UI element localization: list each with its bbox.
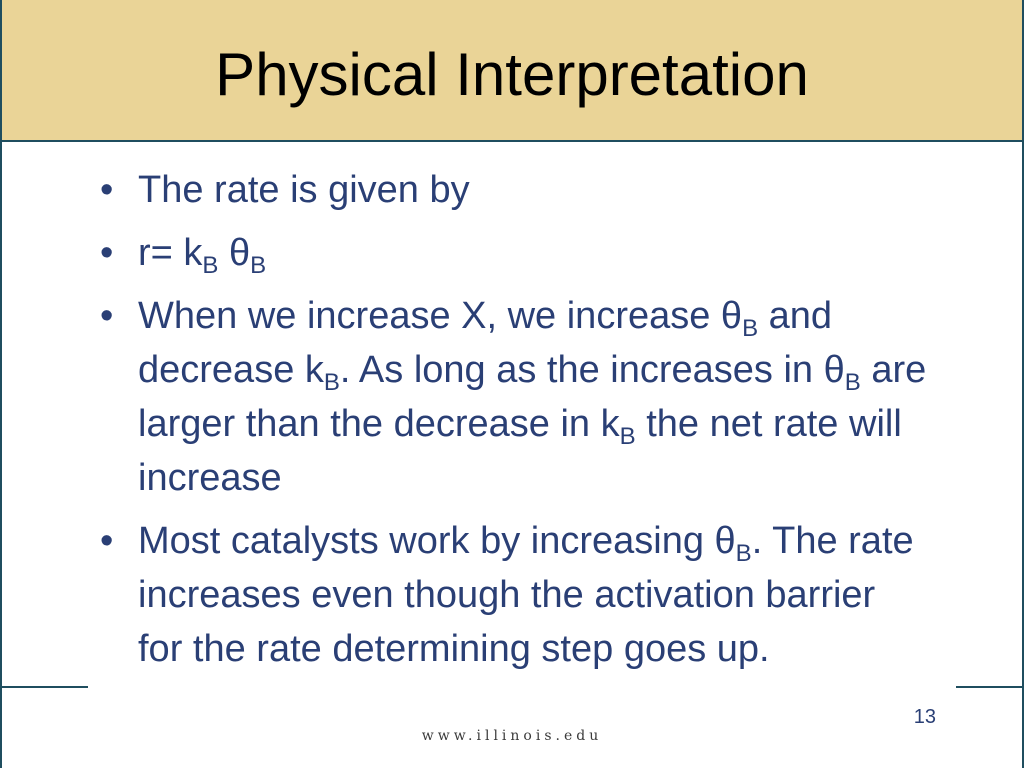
bullet-text: . The rate increases even though the activation barrier for the rate determining step goes up. xyxy=(138,520,914,670)
bullet-rate-given xyxy=(100,163,930,217)
bullet-text: the net rate will increase xyxy=(138,403,902,499)
equation-text: r= k xyxy=(138,232,203,274)
subscript: B xyxy=(250,252,267,279)
bullet-rate-equation xyxy=(100,226,930,280)
footer-divider-left xyxy=(2,686,88,688)
bullet-marker: • xyxy=(100,232,114,274)
page-number: 13 xyxy=(913,706,936,728)
bullet-text: When we increase X, we increase θ xyxy=(138,295,743,337)
bullet-marker: • xyxy=(100,169,114,211)
title-bar xyxy=(2,0,1022,142)
bullet-text: The rate is given by xyxy=(138,169,470,211)
bullet-marker: • xyxy=(100,520,114,562)
footer-url: www.illinois.edu xyxy=(421,728,603,744)
bullet-text: are larger than the decrease in k xyxy=(138,349,927,445)
subscript: B xyxy=(735,540,752,567)
bullet-text: . As long as the increases in θ xyxy=(339,349,845,391)
subscript: B xyxy=(844,369,861,396)
bullet-text: Most catalysts work by increasing θ xyxy=(138,520,736,562)
bullet-text: and decrease k xyxy=(138,295,833,391)
bullet-list xyxy=(100,163,930,685)
subscript: B xyxy=(323,369,340,396)
bullet-catalysts xyxy=(100,514,930,676)
equation-text: θ xyxy=(218,232,251,274)
slide-title: Physical Interpretation xyxy=(215,41,809,108)
subscript: B xyxy=(202,252,219,279)
bullet-increase-x xyxy=(100,289,930,505)
bullet-marker: • xyxy=(100,295,114,337)
subscript: B xyxy=(742,315,759,342)
subscript: B xyxy=(619,423,636,450)
footer-divider-right xyxy=(956,686,1022,688)
